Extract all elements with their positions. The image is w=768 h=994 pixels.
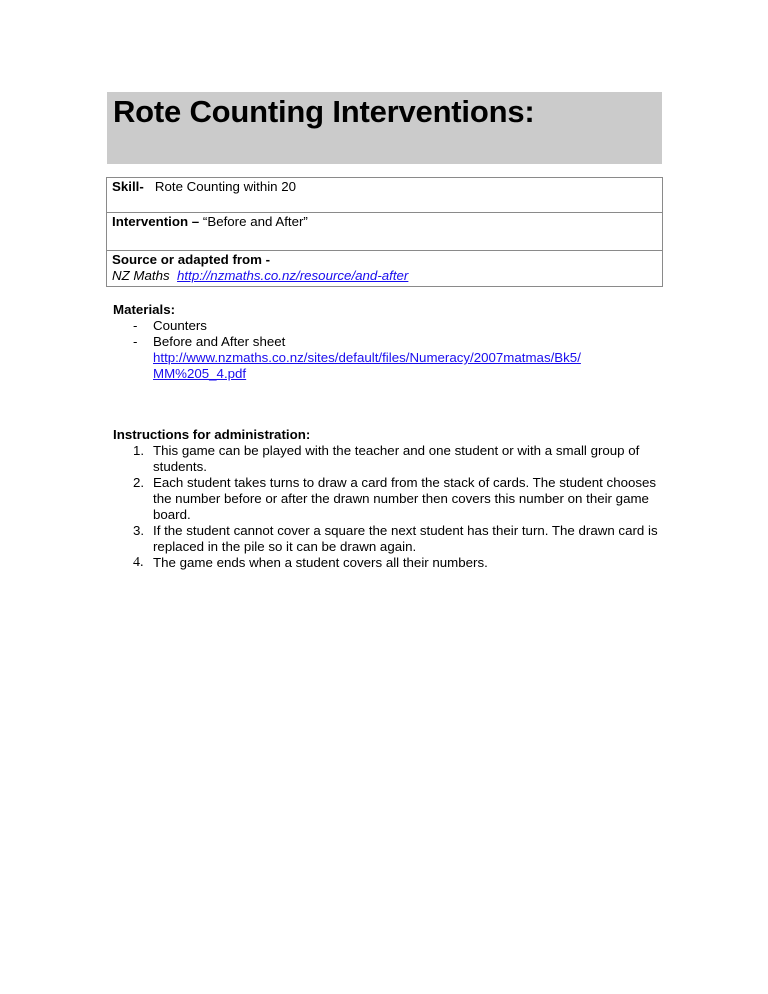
source-org: NZ Maths: [112, 268, 170, 283]
instruction-step: 3. If the student cannot cover a square the next student has their turn. The drawn card is replaced in the pile so it can be drawn again.: [133, 523, 658, 554]
materials-item: - Counters: [133, 318, 207, 333]
instructions-list: [113, 443, 673, 571]
dash-bullet-icon: -: [133, 318, 138, 333]
materials-item: - Before and After sheet http://www.nzmaths.co.nz/sites/default/files/Numeracy/2007matmas/Bk5/ MM%205_4.pdf: [133, 334, 581, 381]
materials-heading: Materials:: [113, 302, 176, 317]
source-link[interactable]: http://nzmaths.co.nz/resource/and-after: [177, 268, 409, 283]
title-banner: [107, 92, 662, 164]
before-after-sheet-link[interactable]: http://www.nzmaths.co.nz/sites/default/files/Numeracy/2007matmas/Bk5/ MM%205_4.pdf: [153, 350, 581, 381]
intervention-row: [107, 213, 663, 251]
source-row: [107, 251, 663, 287]
intervention-value: “Before and After”: [202, 214, 308, 229]
skill-value: Rote Counting within 20: [154, 179, 297, 194]
materials-section: [113, 302, 673, 382]
intervention-label: Intervention –: [112, 214, 200, 229]
intervention-info-table: [106, 177, 663, 287]
source-label: Source or adapted from -: [112, 252, 271, 267]
instruction-step: 4. The game ends when a student covers all their numbers.: [133, 555, 488, 570]
instructions-section: [113, 427, 673, 571]
materials-list: [113, 318, 673, 382]
skill-row: [107, 178, 663, 213]
dash-bullet-icon: -: [133, 334, 138, 349]
instruction-step: 1. This game can be played with the teacher and one student or with a small group of students.: [133, 443, 640, 474]
skill-label: Skill-: [112, 179, 144, 194]
instructions-heading: Instructions for administration:: [113, 427, 311, 442]
instruction-step: 2. Each student takes turns to draw a card from the stack of cards. The student chooses the number before or after the drawn number then covers this number on their game board.: [133, 475, 657, 522]
page-title: Rote Counting Interventions:: [113, 94, 535, 129]
